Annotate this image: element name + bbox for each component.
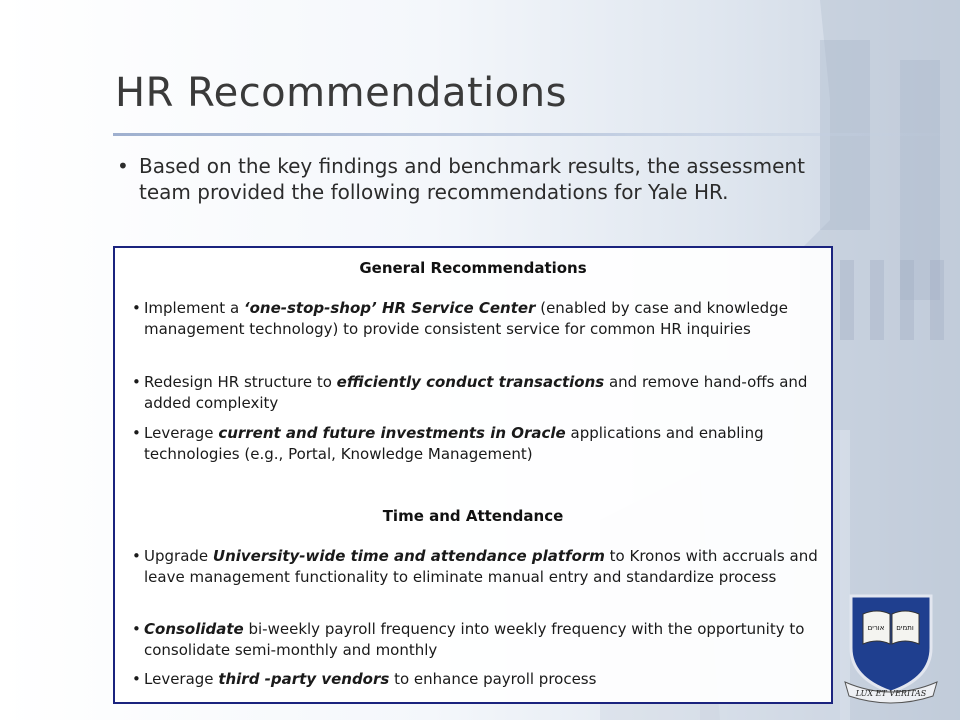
bullet-marker: • [132,373,141,391]
time-attendance-heading: Time and Attendance [382,507,564,525]
list-item [132,619,832,661]
item-text: to enhance payroll process [389,670,597,688]
crest-book-left: אורים [867,624,885,632]
intro-text: Based on the key findings and benchmark results, the assessment team provided the following recommendations for Yale HR. [139,154,805,204]
recommendations-box [113,246,833,704]
item-emphasis: third -party vendors [218,670,390,688]
bullet-marker: • [117,154,129,178]
yale-crest-logo [843,592,939,704]
item-text: Implement a [144,299,244,317]
item-emphasis: University-wide time and attendance platform [212,547,605,565]
bullet-marker: • [132,547,141,565]
crest-book-right: ותמים [896,624,914,632]
item-emphasis: Consolidate [144,620,244,638]
item-text: bi-weekly payroll frequency into weekly frequency with the opportunity to consolidate semi-monthly and monthly [144,620,805,659]
item-emphasis: current and future investments in Oracle [218,424,566,442]
list-item [132,546,832,588]
item-text: Upgrade [144,547,213,565]
general-recommendations-heading: General Recommendations [359,259,587,277]
title-divider [113,133,960,136]
list-item [132,669,832,690]
crest-motto: LUX ET VERITAS [855,689,927,698]
intro-bullet [117,153,817,205]
list-item [132,372,832,414]
list-item [132,298,832,340]
item-text: and remove hand-offs and added complexity [144,373,808,412]
item-text: Leverage [144,670,219,688]
item-emphasis: efficiently conduct transactions [336,373,605,391]
bullet-marker: • [132,670,141,688]
item-emphasis: ‘one-stop-shop’ HR Service Center [243,299,536,317]
bullet-marker: • [132,424,141,442]
list-item [132,423,832,465]
bullet-marker: • [132,299,141,317]
page-title: HR Recommendations [115,70,567,116]
bullet-marker: • [132,620,141,638]
item-text: to Kronos with accruals and leave management functionality to eliminate manual entry and standardize process [144,547,818,586]
item-text: Redesign HR structure to [144,373,337,391]
item-text: applications and enabling technologies (e.g., Portal, Knowledge Management) [144,424,764,463]
item-text: Leverage [144,424,219,442]
item-text: (enabled by case and knowledge management technology) to provide consistent service for common HR inquiries [144,299,788,338]
